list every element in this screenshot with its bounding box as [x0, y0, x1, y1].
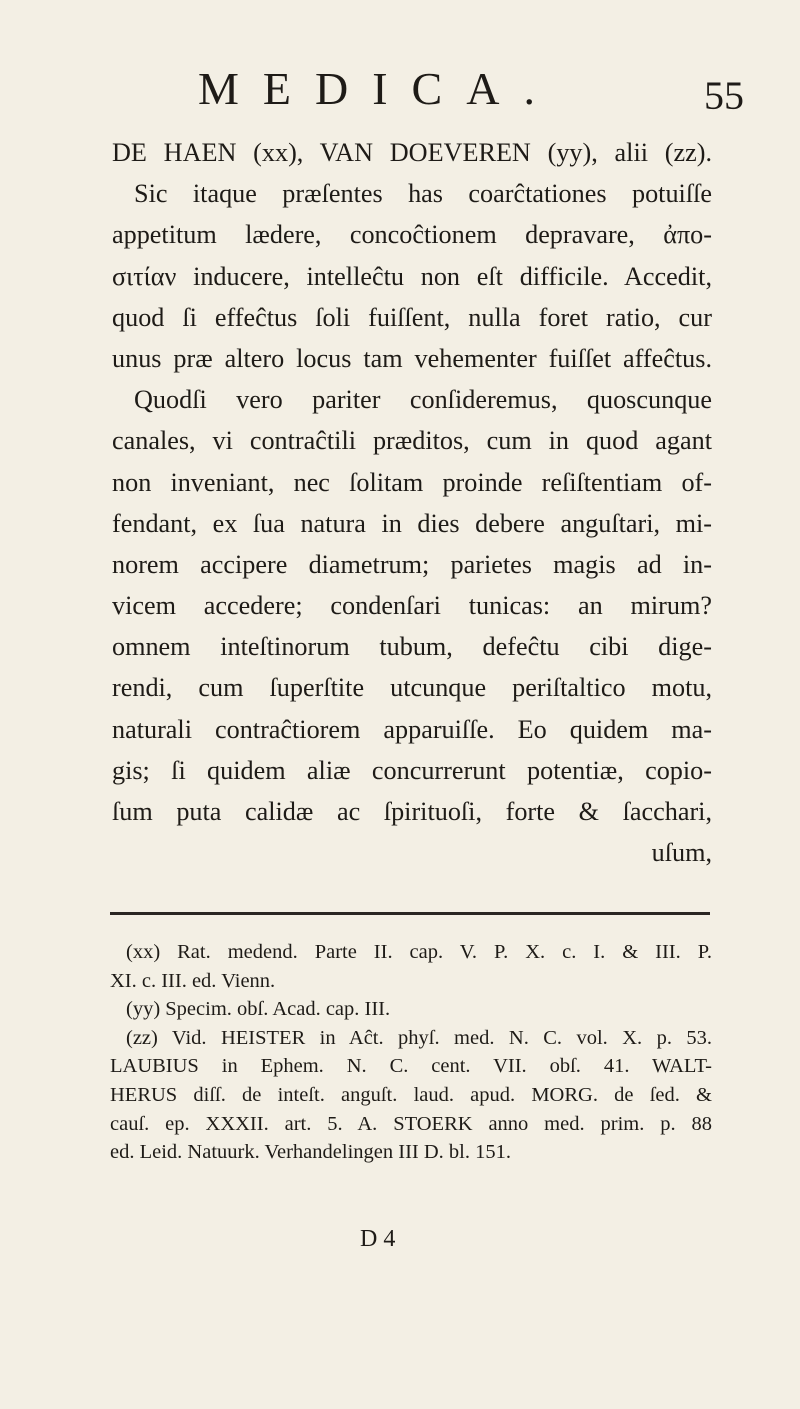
body-text: [112, 132, 712, 873]
footnote-line: cauſ. ep. XXXII. art. 5. A. STOERK anno med. prim. p. 88: [110, 1112, 712, 1135]
body-line: norem accipere diametrum; parietes magis ad in-: [112, 549, 712, 579]
body-line: Sic itaque præſentes has coarĉtationes potuiſſe: [134, 179, 712, 209]
body-line: gis; ſi quidem aliæ concurrerunt potentiæ, copio-: [112, 755, 712, 785]
body-line: ſum puta calidæ ac ſpirituoſi, forte & ſacchari,: [112, 797, 712, 826]
body-line: appetitum lædere, concoĉtionem depravare, ἀπο-: [112, 220, 712, 250]
running-title: MEDICA.: [198, 63, 559, 114]
footnote-line: LAUBIUS in Ephem. N. C. cent. VII. obſ. 41. WALT-: [110, 1055, 712, 1078]
signature-mark: D 4: [360, 1226, 396, 1252]
footnote-line: ed. Leid. Natuurk. Verhandelingen III D. bl. 151.: [110, 1141, 511, 1164]
footnotes: [110, 938, 712, 1167]
footnote-rule: [110, 912, 710, 915]
body-line: naturali contraĉtiorem apparuiſſe. Eo quidem ma-: [112, 714, 712, 744]
body-line: rendi, cum ſuperſtite utcunque periſtaltico motu,: [112, 673, 712, 703]
footnote-line: (xx) Rat. medend. Parte II. cap. V. P. X. c. I. & III. P.: [126, 941, 712, 963]
page-number: 55: [704, 73, 744, 118]
body-line: DE HAEN (xx), VAN DOEVEREN (yy), alii (zz).: [112, 138, 712, 167]
body-line: fendant, ex ſua natura in dies debere anguſtari, mi-: [112, 508, 712, 538]
body-line: quod ſi effeĉtus ſoli fuiſſent, nulla foret ratio, cur: [112, 302, 712, 332]
body-line: non inveniant, nec ſolitam proinde reſiſtentiam of-: [112, 467, 712, 497]
footnote-line: XI. c. III. ed. Vienn.: [110, 969, 276, 992]
body-line: Quodſi vero pariter conſideremus, quoscunque: [134, 385, 712, 415]
footnote-line: HERUS diſſ. de inteſt. anguſt. laud. apud. MORG. de ſed. &: [110, 1083, 712, 1106]
body-line: omnem inteſtinorum tubum, defeĉtu cibi dige-: [112, 632, 712, 662]
body-line: unus præ altero locus tam vehementer fuiſſet affeĉtus.: [112, 343, 712, 373]
running-head: [0, 62, 800, 122]
catchword-line: uſum,: [651, 838, 712, 868]
body-line: σιτίαν inducere, intelleĉtu non eſt difficile. Accedit,: [112, 261, 712, 291]
footnote-line: (zz) Vid. HEISTER in Aĉt. phyſ. med. N. C. vol. X. p. 53.: [126, 1026, 712, 1049]
body-line: vicem accedere; condenſari tunicas: an mirum?: [112, 591, 712, 621]
body-line: canales, vi contraĉtili præditos, cum in quod agant: [112, 426, 712, 456]
footnote-line: (yy) Specim. obſ. Acad. cap. III.: [126, 998, 391, 1021]
